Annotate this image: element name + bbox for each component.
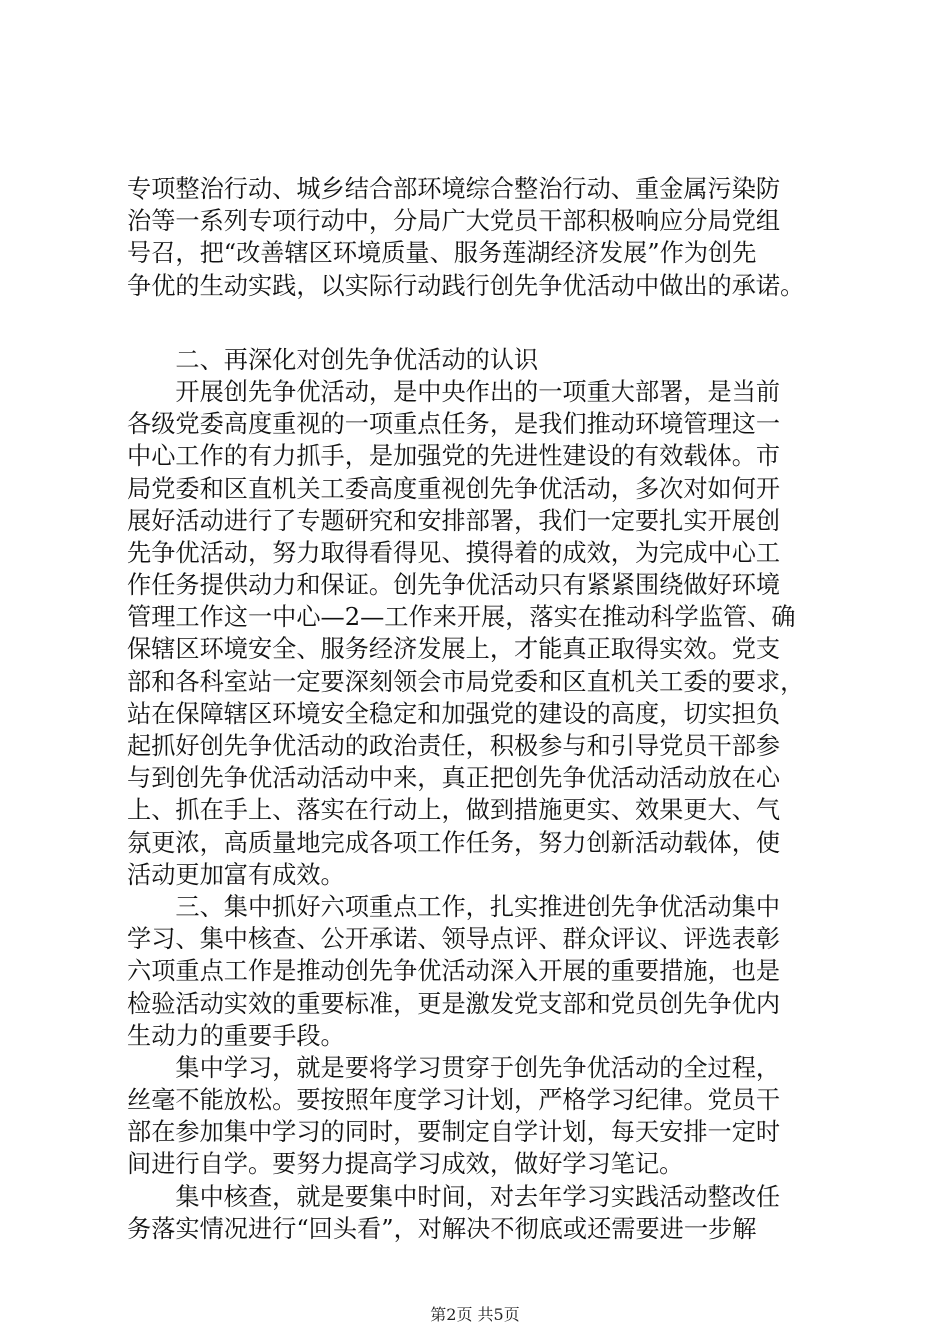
paragraph (127, 376, 853, 891)
document-body (127, 173, 853, 1245)
text-line: 争优的生动实践，以实际行动践行创先争优活动中做出的承诺。 (127, 271, 805, 300)
page-footer: 第2页 共5页 (430, 1305, 520, 1324)
paragraph (127, 891, 853, 1052)
text-line: 管理工作这一中心—2—工作来开展，落实在推动科学监管、确 (127, 603, 796, 632)
text-line: 与到创先争优活动活动中来，真正把创先争优活动活动放在心 (127, 764, 781, 793)
text-line: 部和各科室站一定要深刻领会市局党委和区直机关工委的要求， (127, 667, 805, 696)
text-line: 二、再深化对创先争优活动的认识 (127, 345, 539, 374)
text-line: 各级党委高度重视的一项重点任务，是我们推动环境管理这一 (127, 410, 781, 439)
text-line: 六项重点工作是推动创先争优活动深入开展的重要措施，也是 (127, 957, 781, 986)
text-line: 三、集中抓好六项重点工作，扎实推进创先争优活动集中 (127, 892, 781, 921)
text-line: 保辖区环境安全、服务经济发展上，才能真正取得实效。党支 (127, 635, 781, 664)
text-line: 开展创先争优活动，是中央作出的一项重大部署，是当前 (127, 377, 781, 406)
paragraph (127, 173, 853, 302)
text-line: 学习、集中核查、公开承诺、领导点评、群众评议、评选表彰 (127, 925, 781, 954)
text-line: 上、抓在手上、落实在行动上，做到措施更实、效果更大、气 (127, 796, 781, 825)
text-line: 中心工作的有力抓手，是加强党的先进性建设的有效载体。市 (127, 442, 781, 471)
text-line: 作任务提供动力和保证。创先争优活动只有紧紧围绕做好环境 (127, 571, 781, 600)
text-line: 集中学习，就是要将学习贯穿于创先争优活动的全过程， (127, 1053, 781, 1082)
text-line: 务落实情况进行“回头看”，对解决不彻底或还需要进一步解 (127, 1214, 757, 1243)
text-line: 丝毫不能放松。要按照年度学习计划，严格学习纪律。党员干 (127, 1086, 781, 1115)
text-line: 生动力的重要手段。 (127, 1021, 345, 1050)
text-line: 先争优活动，努力取得看得见、摸得着的成效，为完成中心工 (127, 538, 781, 567)
text-line: 活动更加富有成效。 (127, 860, 345, 889)
text-line: 间进行自学。要努力提高学习成效，做好学习笔记。 (127, 1150, 684, 1179)
text-line: 部在参加集中学习的同时，要制定自学计划，每天安排一定时 (127, 1118, 781, 1147)
text-line: 展好活动进行了专题研究和安排部署，我们一定要扎实开展创 (127, 506, 781, 535)
section-heading (127, 344, 853, 376)
text-line: 专项整治行动、城乡结合部环境综合整治行动、重金属污染防 (127, 175, 781, 203)
paragraph-gap (127, 302, 853, 344)
text-line: 号召，把“改善辖区环境质量、服务莲湖经济发展”作为创先 (127, 239, 757, 268)
paragraph (127, 1052, 853, 1181)
text-line: 治等一系列专项行动中，分局广大党员干部积极响应分局党组 (127, 207, 781, 236)
text-line: 起抓好创先争优活动的政治责任，积极参与和引导党员干部参 (127, 732, 781, 760)
paragraph (127, 1181, 853, 1245)
text-line: 氛更浓，高质量地完成各项工作任务，努力创新活动载体，使 (127, 828, 781, 857)
text-line: 检验活动实效的重要标准，更是激发党支部和党员创先争优内 (127, 989, 781, 1018)
text-line: 集中核查，就是要集中时间，对去年学习实践活动整改任 (127, 1182, 781, 1211)
text-line: 站在保障辖区环境安全稳定和加强党的建设的高度，切实担负 (127, 699, 781, 728)
text-line: 局党委和区直机关工委高度重视创先争优活动，多次对如何开 (127, 474, 781, 503)
